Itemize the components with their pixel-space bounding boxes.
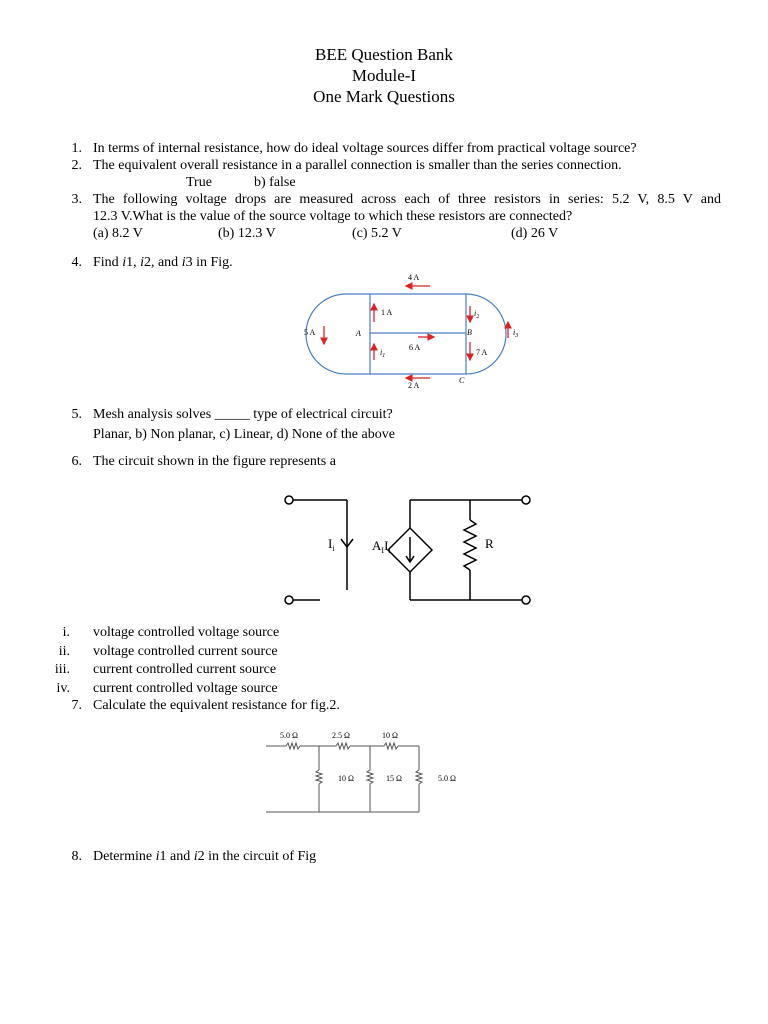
question-number: 1. [71,141,82,156]
option-number: iv. [56,681,70,696]
label-r3: 10 Ω [382,731,398,740]
label-i2: $i_2$ [474,309,480,320]
figure-6-circuit [280,490,540,610]
label-r4: 10 Ω [338,774,354,783]
section-title: One Mark Questions [313,87,455,106]
figure-4-circuit [296,268,536,393]
label-i1: $i_1$ [380,348,386,359]
node-c: C [459,376,465,385]
question-text-line1: The following voltage drops are measured across each of three resistors in series: 5.2 V, 8.5 V and [93,192,721,207]
module-title: Module-I [351,66,417,85]
question-text-line2: 12.3 V.What is the value of the source voltage to which these resistors are connected? [93,209,573,224]
label-input-current: $I_i$ [328,536,335,553]
label-controlled-source: $A_II_i$ [372,538,391,555]
question-number: 8. [71,849,82,864]
option-text: current controlled voltage source [93,681,278,696]
question-options: Planar, b) Non planar, c) Linear, d) None of the above [93,427,395,442]
option-true: True [186,175,212,190]
question-number: 6. [71,454,82,469]
question-number: 3. [71,192,82,207]
question-text: In terms of internal resistance, how do ideal voltage sources differ from practical voltage source? [93,141,637,156]
page-title: BEE Question Bank [315,45,453,64]
option-b: (b) 12.3 V [218,226,276,241]
question-number: 2. [71,158,82,173]
label-left-current: 5 A [304,328,316,337]
option-number: ii. [58,644,70,659]
option-text: current controlled current source [93,662,277,677]
label-r2: 2.5 Ω [332,731,350,740]
question-number: 7. [71,698,82,713]
label-top-current: 4 A [408,273,420,282]
question-number: 5. [71,407,82,422]
question-text: Mesh analysis solves _____ type of electrical circuit? [93,407,393,422]
question-text: The circuit shown in the figure represents a [93,454,336,469]
node-b: B [467,328,472,337]
label-r6: 5.0 Ω [438,774,456,783]
option-text: voltage controlled voltage source [93,625,280,640]
option-c: (c) 5.2 V [352,226,402,241]
label-bottom-current: 2 A [408,381,420,390]
question-number: 4. [71,255,82,270]
option-text: voltage controlled current source [93,644,278,659]
label-r1: 5.0 Ω [280,731,298,740]
option-d: (d) 26 V [511,226,559,241]
question-text: Determine i1 and i2 in the circuit of Fig [93,849,317,864]
label-1a: 1 A [381,308,393,317]
question-text: The equivalent overall resistance in a parallel connection is smaller than the series connection. [93,158,622,173]
label-resistor: R [485,536,494,551]
label-mid-current: 6 A [409,343,421,352]
option-number: i. [62,625,70,640]
label-i3: $i_3$ [513,328,519,339]
node-a: A [356,329,361,338]
label-right-current: 7 A [476,348,488,357]
label-r5: 15 Ω [386,774,402,783]
figure-7-circuit [264,728,474,818]
option-false: b) false [254,175,296,190]
option-a: (a) 8.2 V [93,226,143,241]
option-number: iii. [54,662,70,677]
question-text: Find i1, i2, and i3 in Fig. [93,255,233,270]
question-text: Calculate the equivalent resistance for fig.2. [93,698,340,713]
